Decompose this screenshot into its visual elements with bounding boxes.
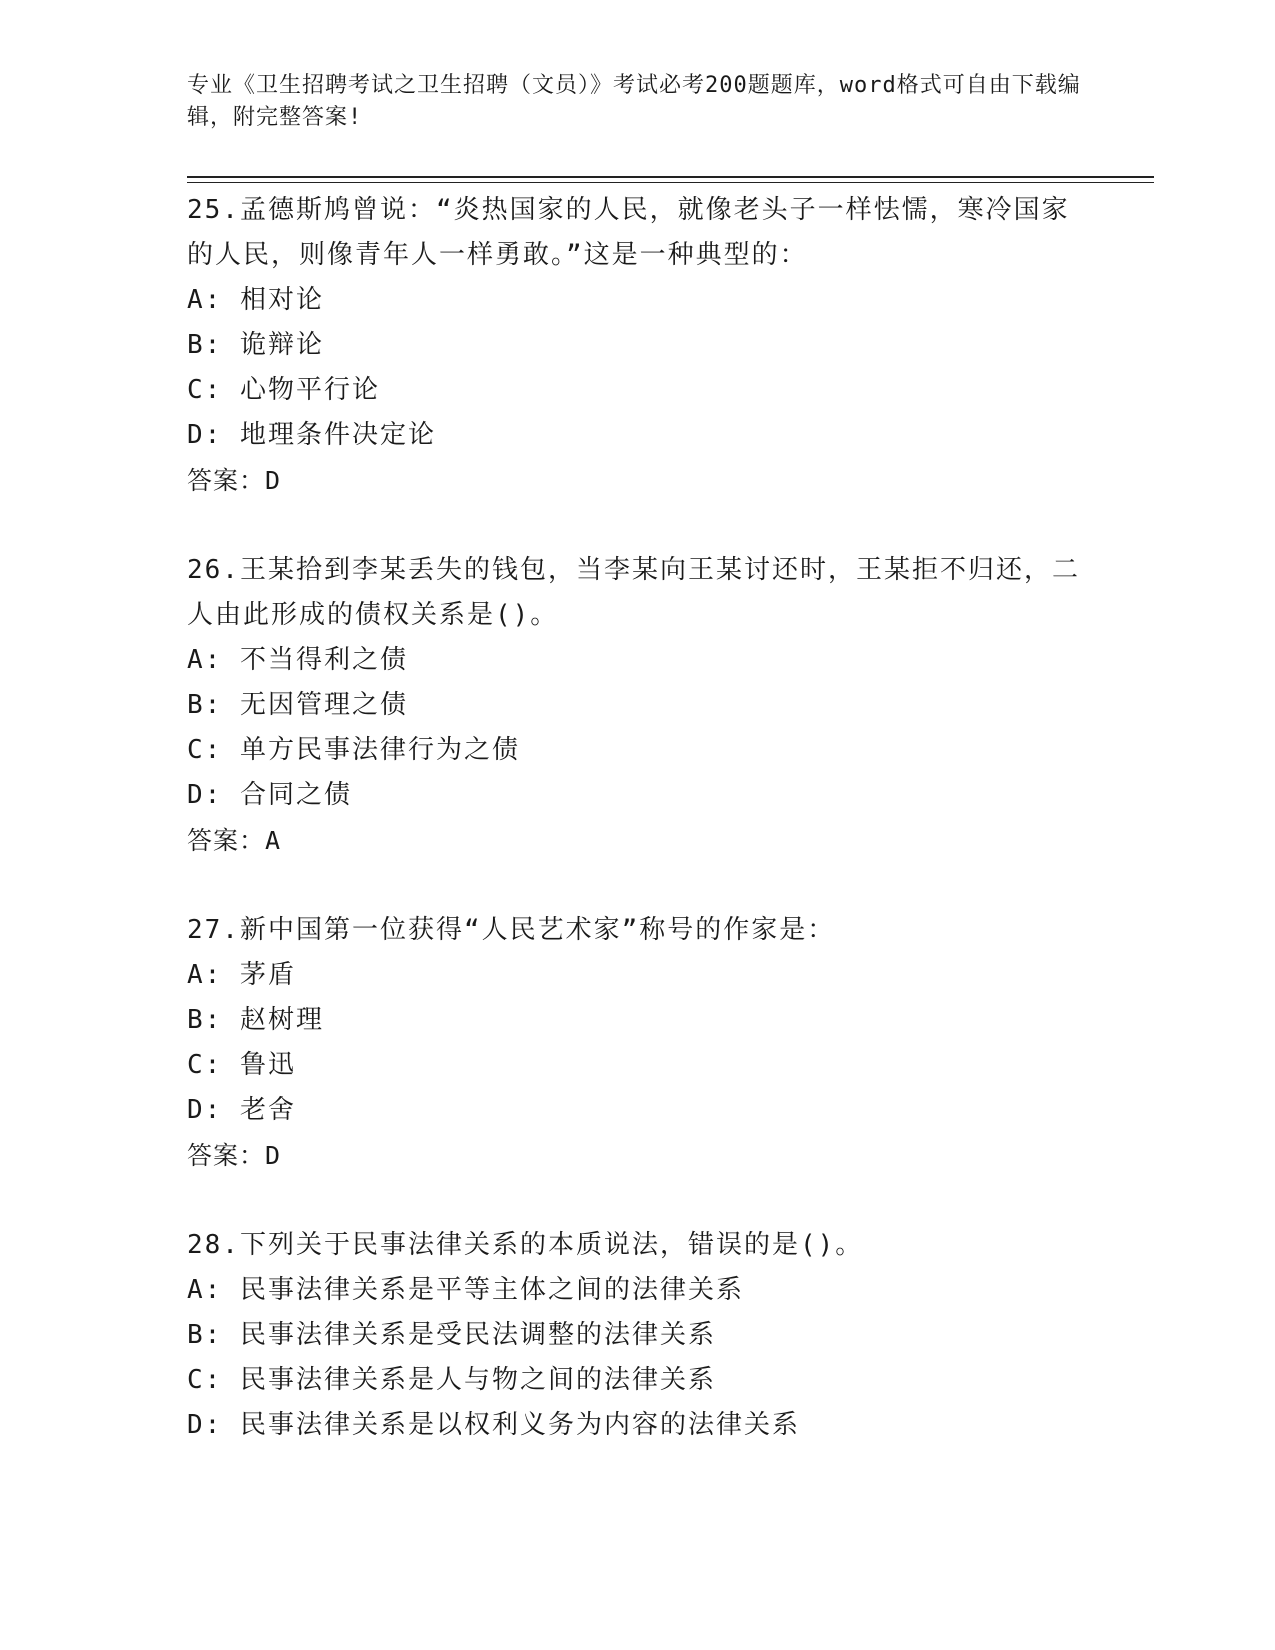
option-c: C: 单方民事法律行为之债 <box>187 735 520 765</box>
answer-value: D <box>265 466 282 495</box>
option-d: D: 地理条件决定论 <box>187 420 436 450</box>
document-header <box>187 70 1087 134</box>
question-stem: 28.下列关于民事法律关系的本质说法，错误的是()。 <box>187 1230 864 1260</box>
option-a: A: 不当得利之债 <box>187 645 408 675</box>
question-stem: 26.王某拾到李某丢失的钱包，当李某向王某讨还时，王某拒不归还，二人由此形成的债权关系是()。 <box>187 555 1080 630</box>
option-c: C: 鲁迅 <box>187 1050 296 1080</box>
option-d: D: 民事法律关系是以权利义务为内容的法律关系 <box>187 1410 800 1440</box>
answer-line <box>187 458 1087 503</box>
answer-label: 答案： <box>187 826 266 855</box>
answer-line <box>187 818 1087 863</box>
answer-value: A <box>265 826 282 855</box>
header-rule-thin <box>187 182 1154 183</box>
option-b: B: 民事法律关系是受民法调整的法律关系 <box>187 1320 716 1350</box>
option-c: C: 民事法律关系是人与物之间的法律关系 <box>187 1365 716 1395</box>
answer-value: D <box>265 1141 282 1170</box>
option-d: D: 老舍 <box>187 1095 296 1125</box>
option-b: B: 赵树理 <box>187 1005 324 1035</box>
option-b: B: 诡辩论 <box>187 330 324 360</box>
option-c: C: 心物平行论 <box>187 375 380 405</box>
option-a: A: 民事法律关系是平等主体之间的法律关系 <box>187 1275 744 1305</box>
option-a: A: 茅盾 <box>187 960 296 990</box>
question-stem: 27.新中国第一位获得“人民艺术家”称号的作家是： <box>187 915 836 945</box>
question-26 <box>187 548 1087 863</box>
answer-label: 答案： <box>187 1141 266 1170</box>
option-b: B: 无因管理之债 <box>187 690 408 720</box>
header-intro-text: 专业《卫生招聘考试之卫生招聘（文员）》考试必考200题题库，word格式可自由下载编辑，附完整答案! <box>187 73 1081 130</box>
question-27 <box>187 908 1087 1178</box>
option-a: A: 相对论 <box>187 285 324 315</box>
answer-line <box>187 1133 1087 1178</box>
question-28 <box>187 1223 1087 1448</box>
header-rule-thick <box>187 176 1154 178</box>
question-stem: 25.孟德斯鸠曾说：“炎热国家的人民，就像老头子一样怯懦，寒冷国家的人民，则像青年人一样勇敢。”这是一种典型的： <box>187 195 1070 270</box>
option-d: D: 合同之债 <box>187 780 352 810</box>
question-25 <box>187 188 1087 503</box>
answer-label: 答案： <box>187 466 266 495</box>
question-list <box>187 188 1087 1493</box>
